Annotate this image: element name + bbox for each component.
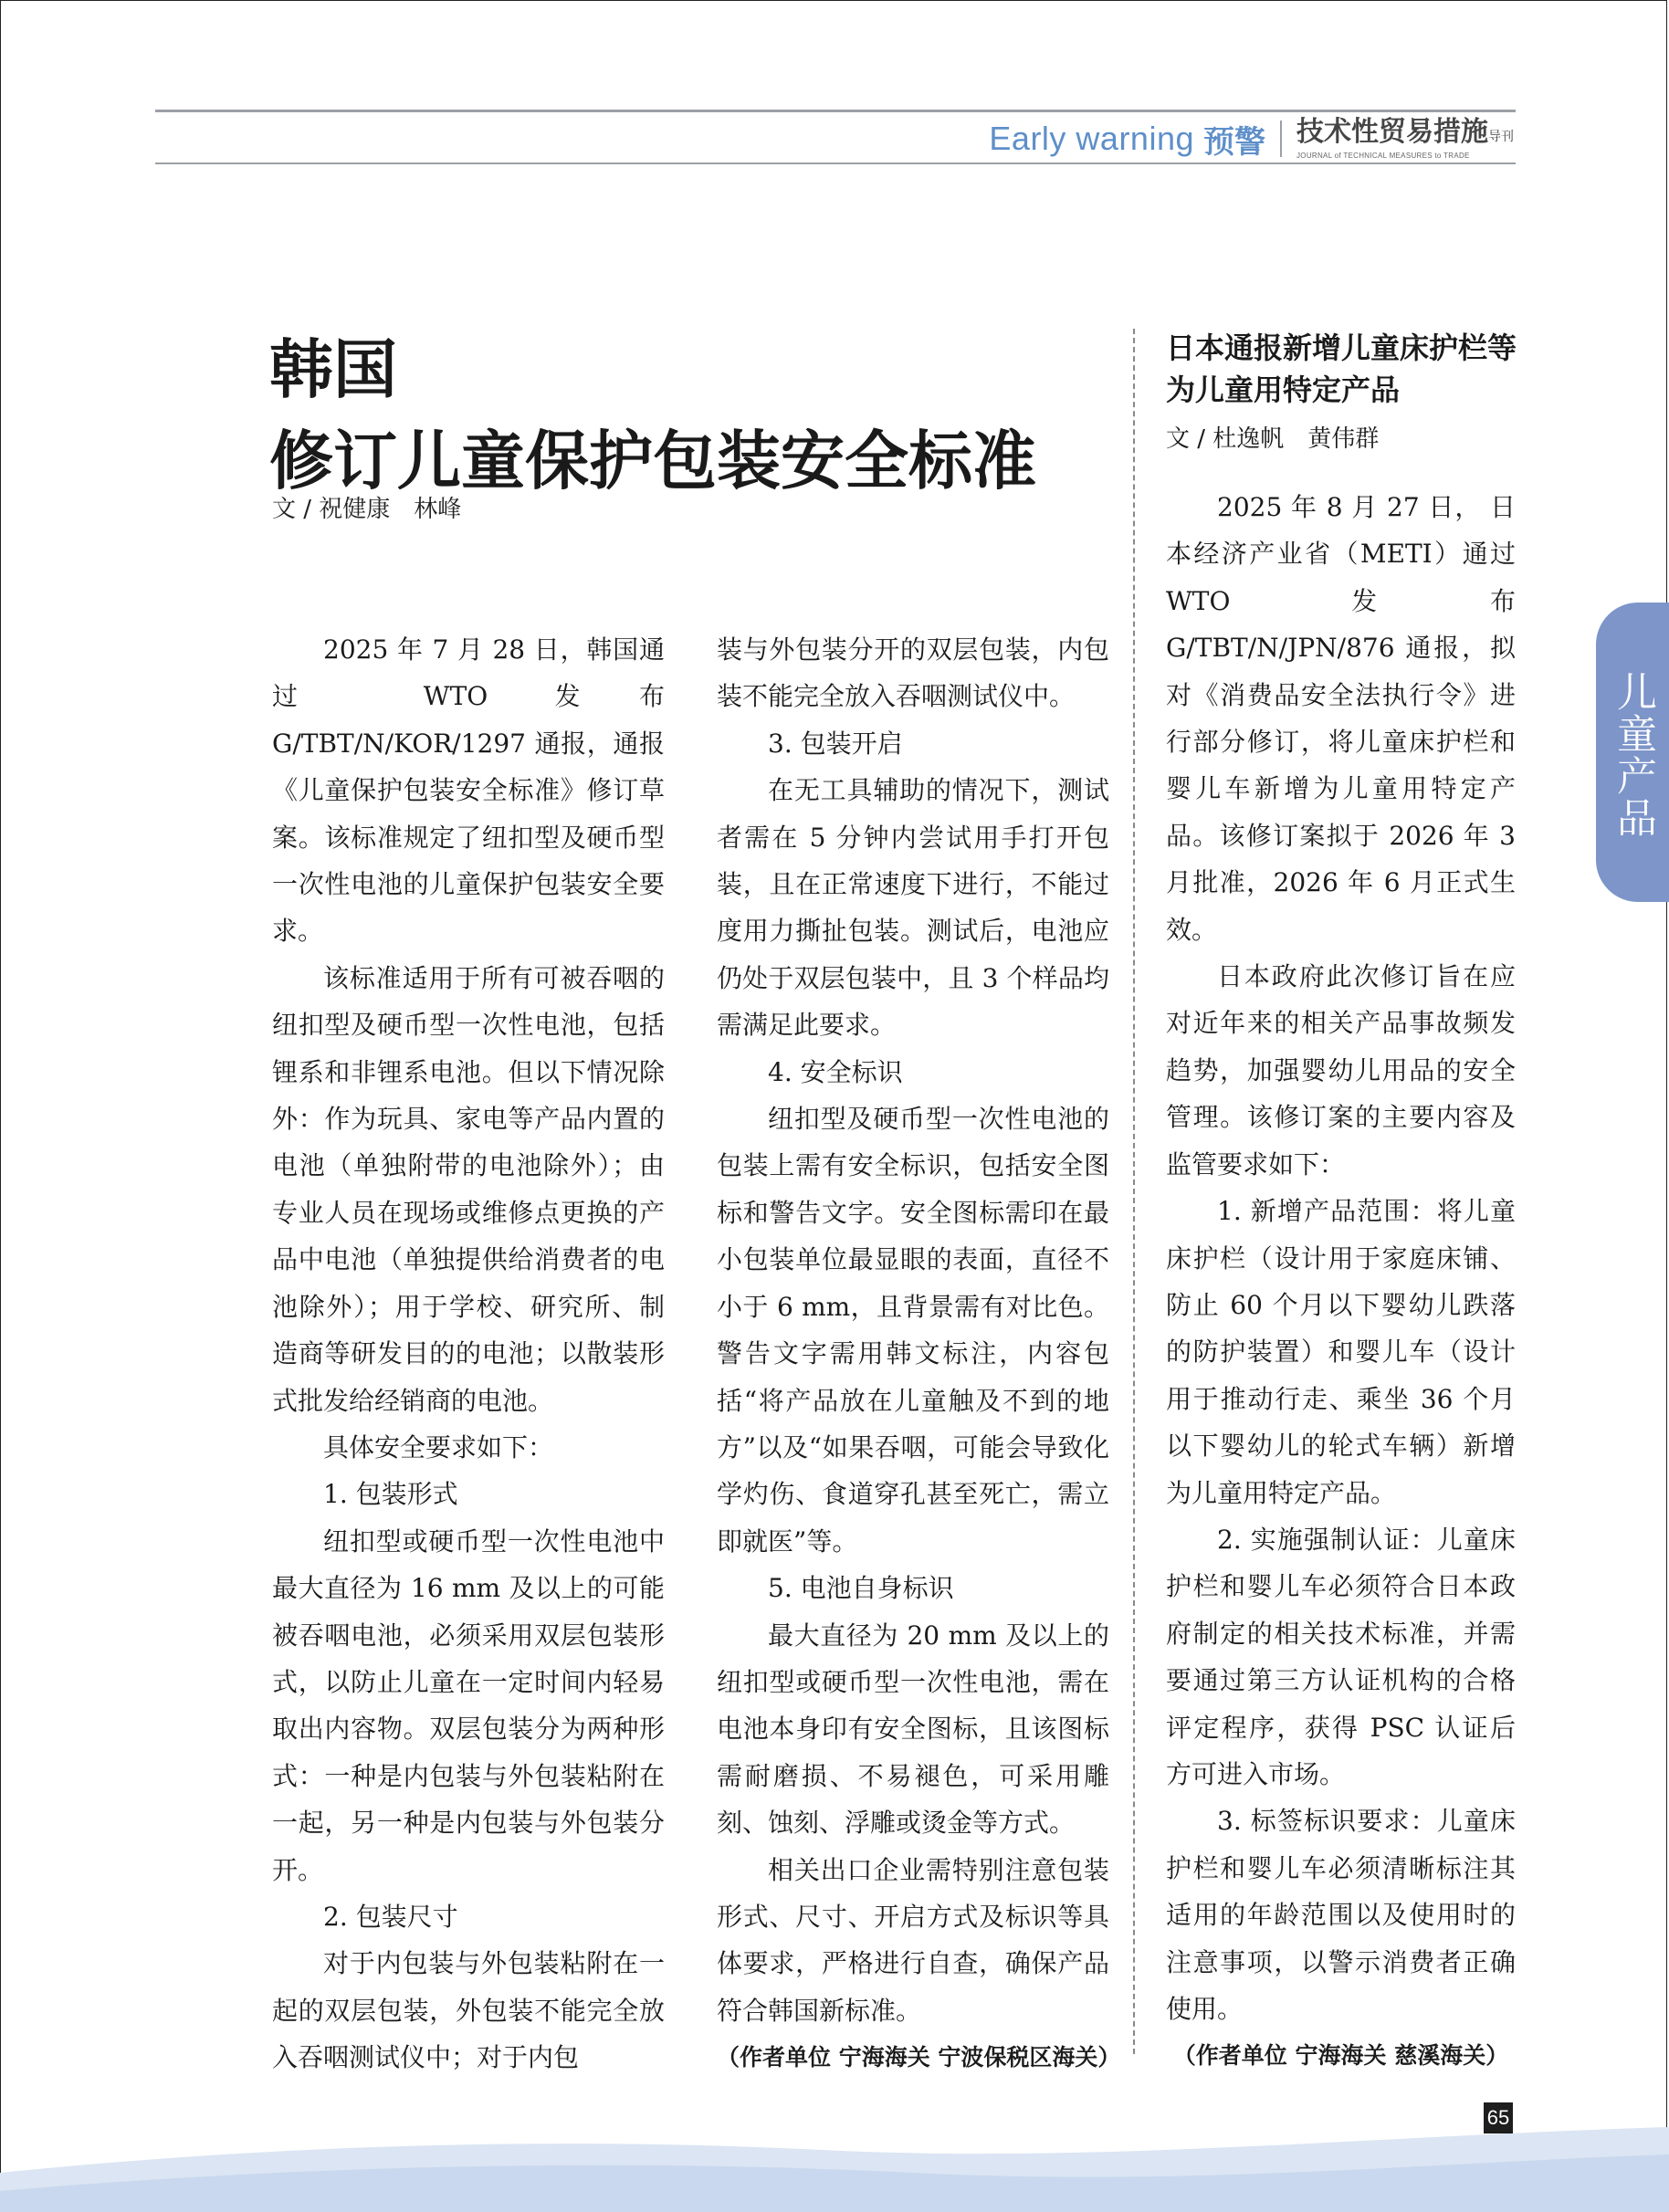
article-column-2 bbox=[717, 626, 1121, 2081]
section-side-tab bbox=[1596, 603, 1669, 902]
author-affiliation: （作者单位 宁海海关 宁波保税区海关） bbox=[717, 2044, 1121, 2071]
paragraph-continued: 装与外包装分开的双层包装，内包装不能完全放入吞咽测试仪中。 bbox=[717, 634, 1109, 712]
journal-logo bbox=[1296, 118, 1514, 160]
paragraph: 2025 年 8 月 27 日， 日本经济产业省（METI）通过 WTO 发布 G/TBT/N/JPN/876 通报，拟对《消费品安全法执行令》进行部分修订，将儿童床护栏和婴儿车新增为儿童用特定产品。该修订案拟于 2026 年 3 月批准，2026 年 6 月正式生效。 bbox=[1166, 492, 1516, 945]
page-number: 65 bbox=[1484, 2102, 1513, 2133]
journal-subtitle: JOURNAL of TECHNICAL MEASURES to TRADE bbox=[1296, 152, 1470, 160]
subheading: 3. 包装开启 bbox=[768, 728, 903, 759]
running-header bbox=[989, 117, 1514, 161]
article-title-line1: 韩国 bbox=[269, 332, 397, 407]
subheading: 4. 安全标识 bbox=[768, 1056, 903, 1087]
column-divider bbox=[1133, 329, 1135, 2054]
paragraph: 1. 新增产品范围：将儿童床护栏（设计用于家庭床铺、防止 60 个月以下婴幼儿跌落的防护装置）和婴儿车（设计用于推动行走、乘坐 36 个月以下婴幼儿的轮式车辆）新增为儿童用特定产品。 bbox=[1166, 1196, 1516, 1508]
side-article-title-line1: 日本通报新增儿童床护栏等 bbox=[1166, 330, 1517, 365]
side-article-body bbox=[1166, 484, 1516, 2080]
section-side-tab-label: 儿童产品 bbox=[1610, 671, 1656, 839]
side-article-title-line2: 为儿童用特定产品 bbox=[1166, 372, 1401, 407]
side-article-byline: 文 / 杜逸帆 黄伟群 bbox=[1166, 425, 1380, 453]
header-rule-top bbox=[155, 110, 1516, 112]
paragraph: 2025 年 7 月 28 日，韩国通过 WTO 发布 G/TBT/N/KOR/1297 通报，通报《儿童保护包装安全标准》修订草案。该标准规定了纽扣型及硬币型一次性电池的儿童保护包装安全要求。 bbox=[272, 634, 665, 947]
article-column-1 bbox=[272, 626, 665, 2081]
paragraph: 2. 实施强制认证：儿童床护栏和婴儿车必须符合日本政府制定的相关技术标准，并需要通过第三方认证机构的合格评定程序，获得 PSC 认证后方可进入市场。 bbox=[1166, 1524, 1516, 1789]
article-title-line2: 修订儿童保护包装安全标准 bbox=[269, 424, 1036, 498]
paragraph: 相关出口企业需特别注意包装形式、尺寸、开启方式及标识等具体要求，严格进行自查，确保产品符合韩国新标准。 bbox=[717, 1854, 1109, 2026]
section-label-en: Early warning bbox=[989, 120, 1194, 157]
header-rule-bottom bbox=[155, 162, 1516, 164]
subheading: 1. 包装形式 bbox=[323, 1479, 458, 1510]
paragraph: 最大直径为 20 mm 及以上的纽扣型或硬币型一次性电池，需在电池本身印有安全图标，且该图标需耐磨损、不易褪色，可采用雕刻、蚀刻、浮雕或烫金等方式。 bbox=[717, 1620, 1109, 1839]
header-separator bbox=[1280, 121, 1282, 157]
section-label-cn: 预警 bbox=[1203, 123, 1265, 161]
side-author-affiliation: （作者单位 宁海海关 慈溪海关） bbox=[1172, 2042, 1509, 2070]
article-title bbox=[269, 324, 1036, 507]
journal-suffix: 导刊 bbox=[1488, 130, 1514, 144]
paragraph: 对于内包装与外包装粘附在一起的双层包装，外包装不能完全放入吞咽测试仪中；对于内包 bbox=[272, 1948, 665, 2073]
paragraph: 纽扣型及硬币型一次性电池的包装上需有安全标识，包括安全图标和警告文字。安全图标需印在最小包装单位最显眼的表面，直径不小于 6 mm，且背景需有对比色。警告文字需用韩文标注，内容包括“将产品放在儿童触及不到的地方”以及“如果吞咽，可能会导致化学灼伤、食道穿孔甚至死亡，需立即就医”等。 bbox=[717, 1104, 1109, 1557]
paragraph: 该标准适用于所有可被吞咽的纽扣型及硬币型一次性电池，包括锂系和非锂系电池。但以下情况除外：作为玩具、家电等产品内置的电池（单独附带的电池除外）；由专业人员在现场或维修点更换的产品中电池（单独提供给消费者的电池除外）；用于学校、研究所、制造商等研发目的的电池；以散装形式批发给经销商的电池。 bbox=[272, 962, 665, 1416]
footer-wave bbox=[0, 2109, 1669, 2212]
article-byline: 文 / 祝健康 林峰 bbox=[272, 496, 462, 523]
paragraph: 3. 标签标识要求：儿童床护栏和婴儿车必须清晰标注其适用的年龄范围以及使用时的注意事项，以警示消费者正确使用。 bbox=[1166, 1806, 1516, 2024]
journal-name: 技术性贸易措施 bbox=[1296, 116, 1488, 148]
paragraph: 在无工具辅助的情况下，测试者需在 5 分钟内尝试用手打开包装，且在正常速度下进行，不能过度用力撕扯包装。测试后，电池应仍处于双层包装中，且 3 个样品均需满足此要求。 bbox=[717, 775, 1109, 1041]
paragraph: 日本政府此次修订旨在应对近年来的相关产品事故频发趋势，加强婴幼儿用品的安全管理。该修订案的主要内容及监管要求如下： bbox=[1166, 961, 1516, 1179]
paragraph: 纽扣型或硬币型一次性电池中最大直径为 16 mm 及以上的可能被吞咽电池，必须采用双层包装形式，以防止儿童在一定时间内轻易取出内容物。双层包装分为两种形式：一种是内包装与外包装粘附在一起，另一种是内包装与外包装分开。 bbox=[272, 1525, 665, 1885]
side-article-title bbox=[1166, 327, 1531, 411]
subheading: 5. 电池自身标识 bbox=[768, 1573, 954, 1604]
subheading: 2. 包装尺寸 bbox=[323, 1901, 458, 1932]
paragraph: 具体安全要求如下： bbox=[323, 1431, 554, 1462]
